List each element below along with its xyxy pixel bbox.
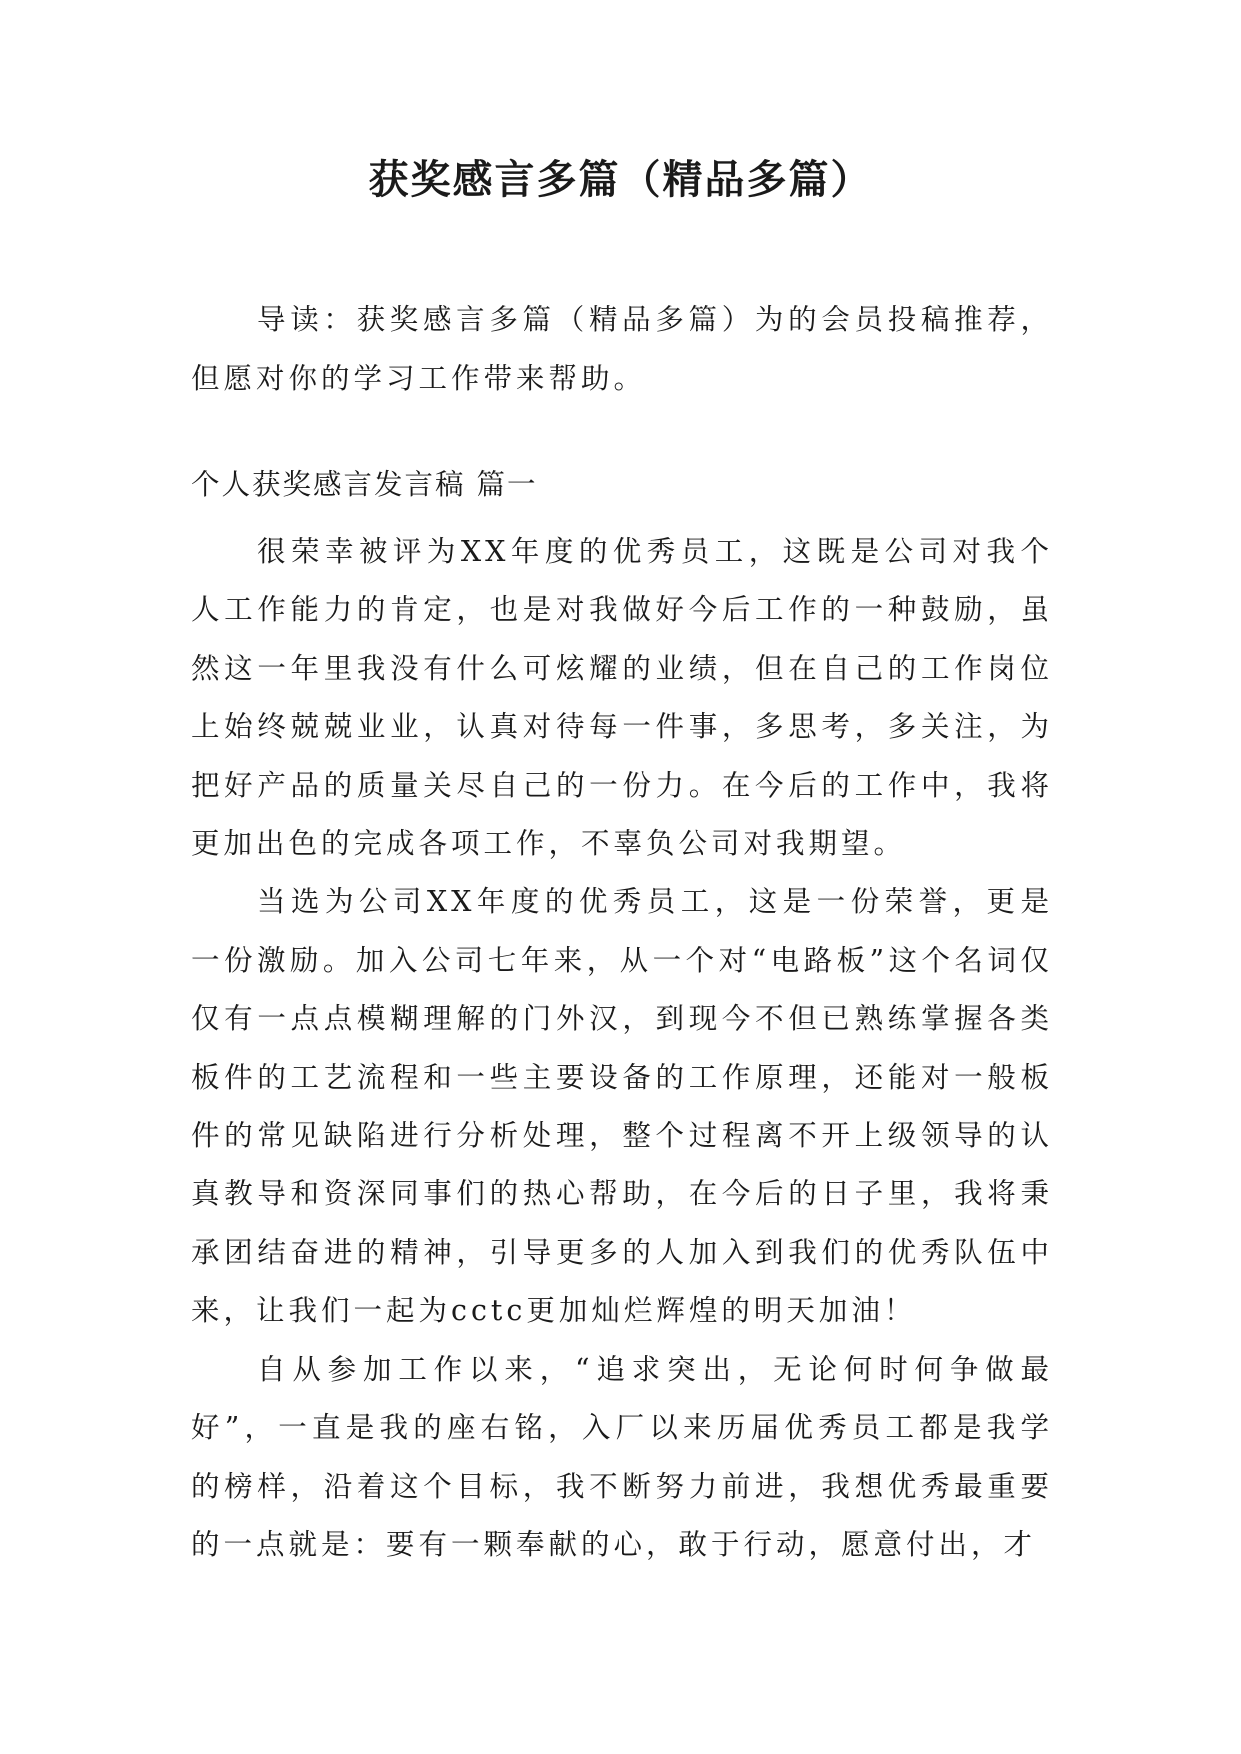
section-heading: 个人获奖感言发言稿 篇一 — [191, 468, 538, 501]
intro-paragraph: 导读：获奖感言多篇（精品多篇）为的会员投稿推荐，但愿对你的学习工作带来帮助。 — [191, 303, 1053, 395]
body-paragraph: 很荣幸被评为XX年度的优秀员工，这既是公司对我个人工作能力的肯定，也是对我做好今后工作的一种鼓励，虽然这一年里我没有什么可炫耀的业绩，但在自己的工作岗位上始终兢兢业业，认真对待每一件事，多思考，多关注，为把好产品的质量关尽自己的一份力。在今后的工作中，我将更加出色的完成各项工作，不辜负公司对我期望。 — [191, 535, 1053, 861]
document-title: 获奖感言多篇（精品多篇） — [368, 157, 873, 203]
body-paragraph: 自从参加工作以来，“追求突出，无论何时何争做最好”，一直是我的座右铭，入厂以来历届优秀员工都是我学的榜样，沿着这个目标，我不断努力前进，我想优秀最重要的一点就是：要有一颗奉献的心，敢于行动，愿意付出，才 — [191, 1352, 1053, 1561]
body-paragraph: 当选为公司XX年度的优秀员工，这是一份荣誉，更是一份激励。加入公司七年来，从一个对“电路板”这个名词仅仅有一点点模糊理解的门外汉，到现今不但已熟练掌握各类板件的工艺流程和一些主要设备的工作原理，还能对一般板件的常见缺陷进行分析处理，整个过程离不开上级领导的认真教导和资深同事们的热心帮助，在今后的日子里，我将秉承团结奋进的精神，引导更多的人加入到我们的优秀队伍中来，让我们一起为cctc更加灿烂辉煌的明天加油！ — [191, 885, 1053, 1328]
section-body — [191, 523, 1053, 1574]
